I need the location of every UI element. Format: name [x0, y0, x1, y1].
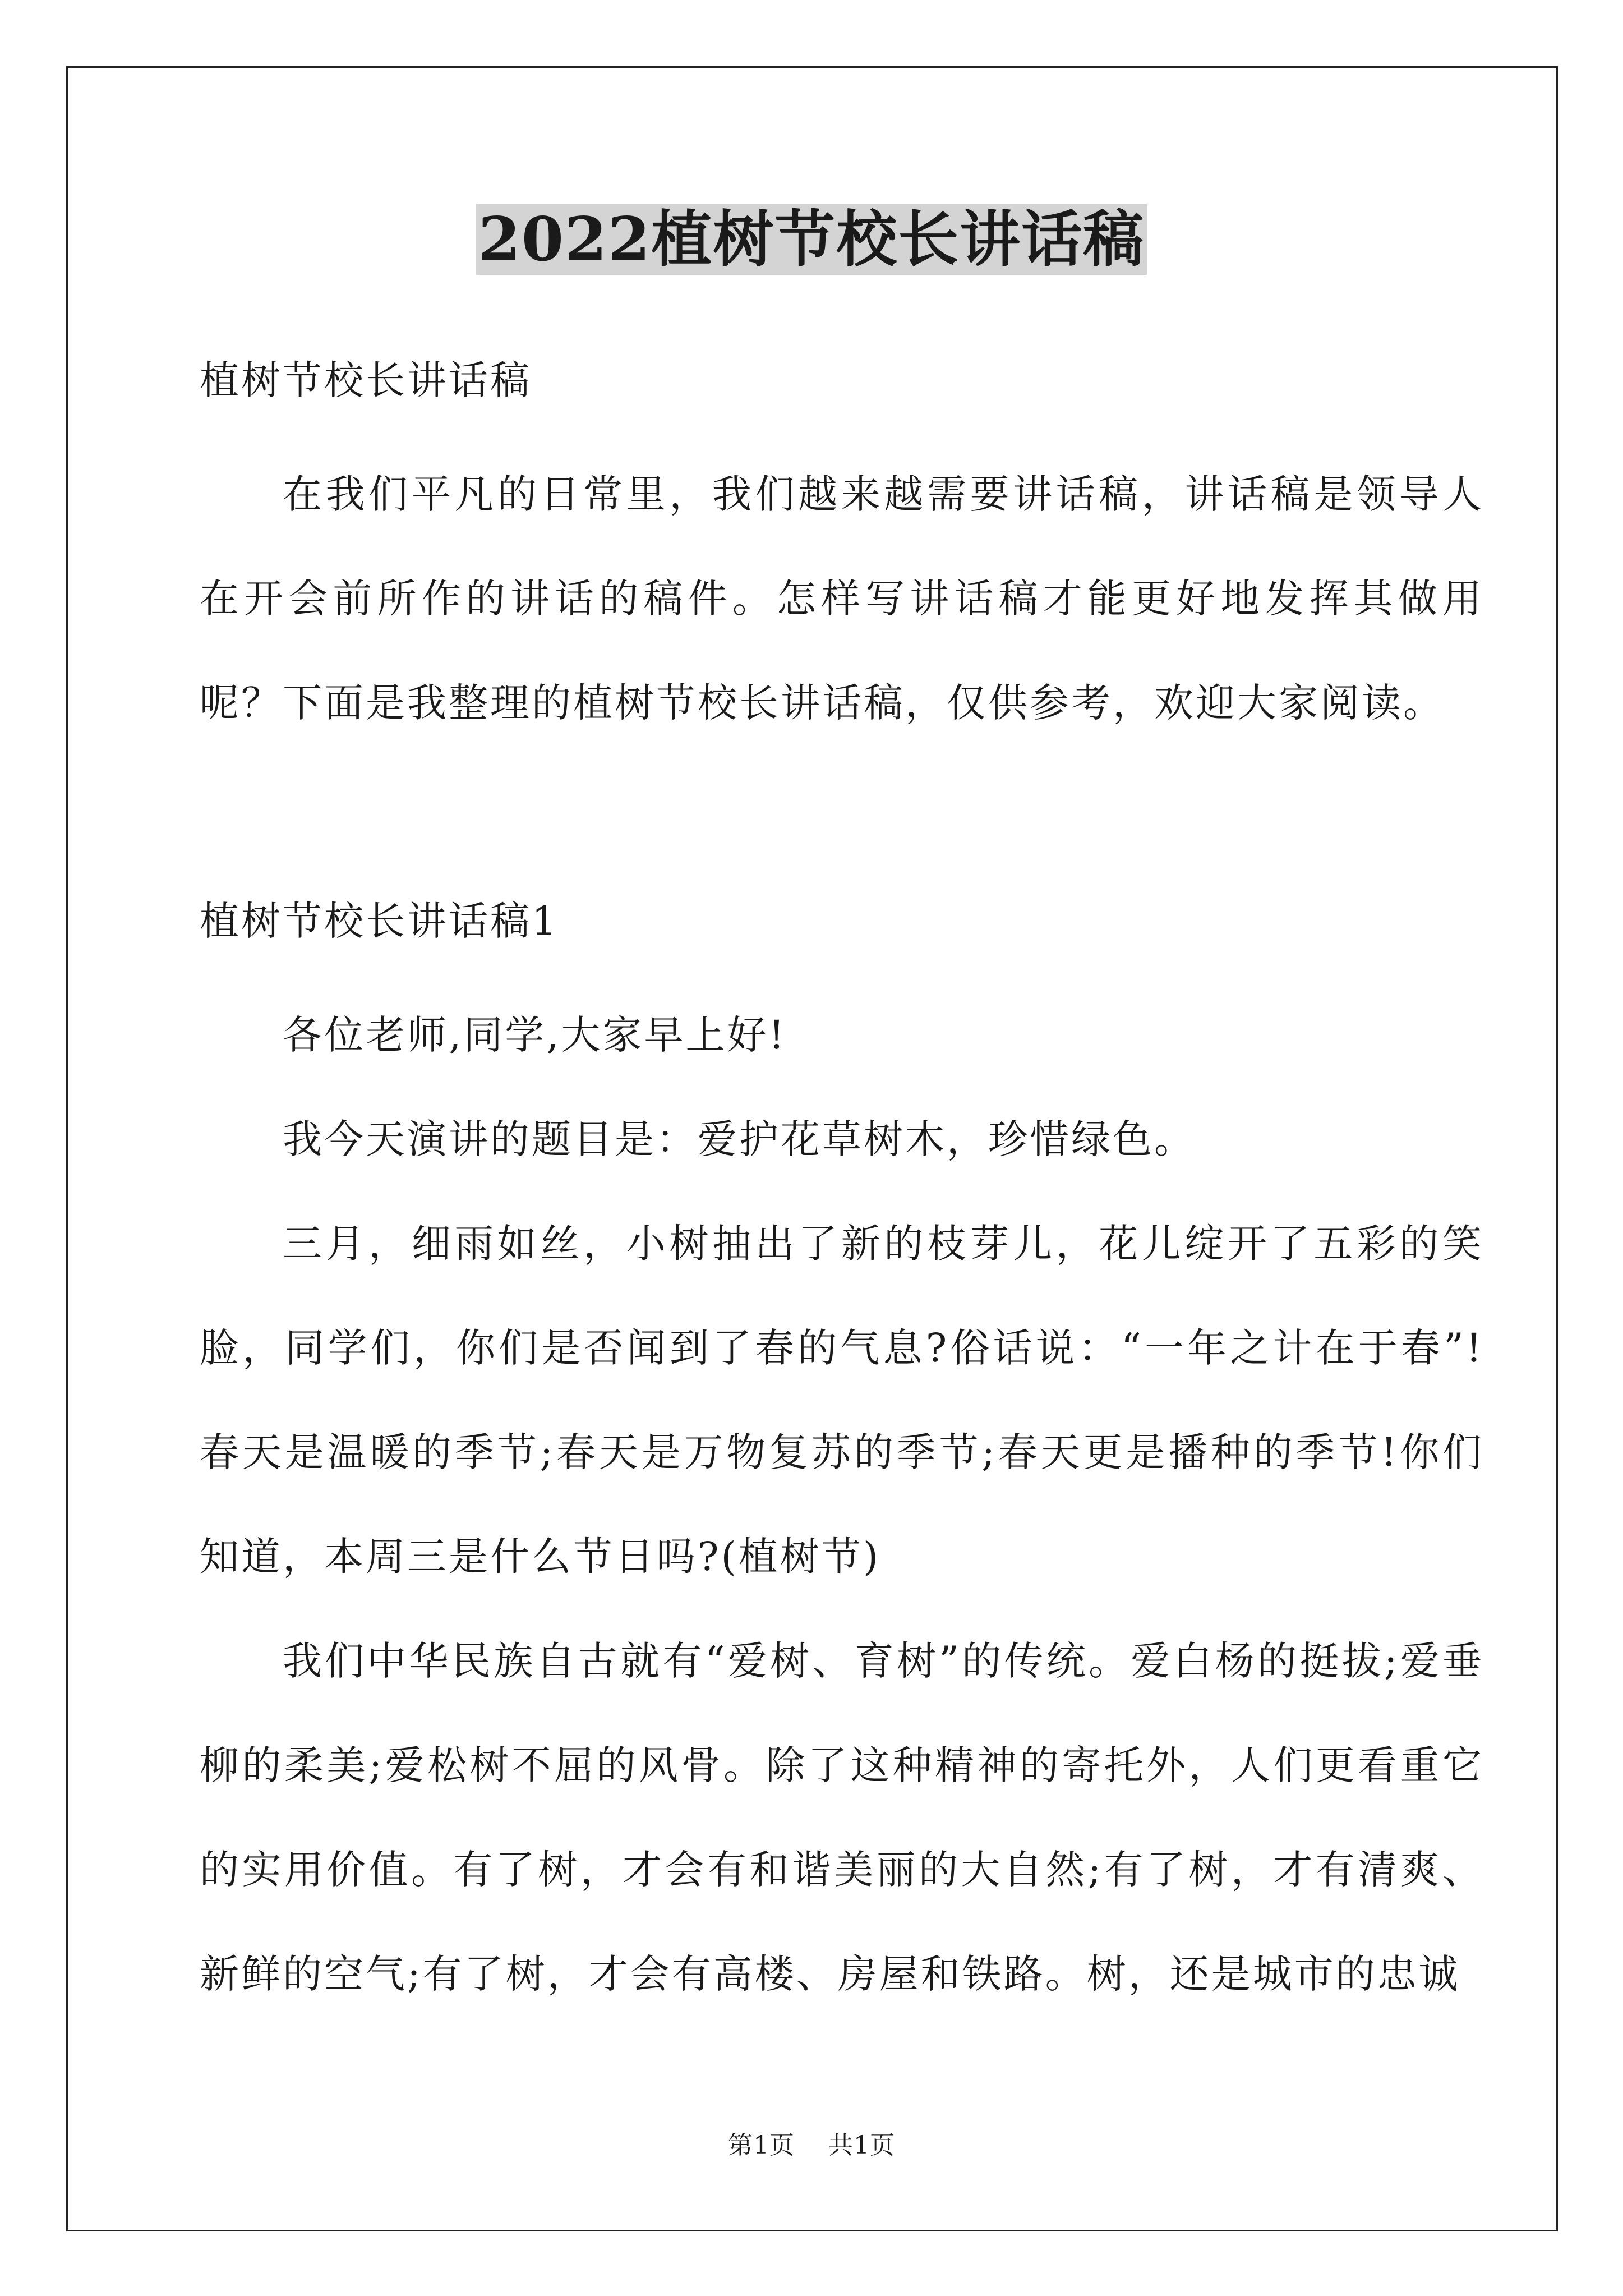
- document-title: [0, 197, 1623, 282]
- paragraph: 各位老师,同学,大家早上好!: [283, 1012, 787, 1058]
- paragraph: 在我们平凡的日常里，我们越来越需要讲话稿，讲话稿是领导人在开会前所作的讲话的稿件。怎样写讲话稿才能更好地发挥其做用呢？下面是我整理的植树节校长讲话稿，仅供参考，欢迎大家阅读。: [200, 471, 1484, 726]
- paragraph: 三月，细雨如丝，小树抽出了新的枝芽儿，花儿绽开了五彩的笑脸，同学们，你们是否闻到了春的气息?俗话说：“一年之计在于春”!春天是温暖的季节;春天是万物复苏的季节;春天更是播种的季节!你们知道，本周三是什么节日吗?(植树节): [200, 1221, 1484, 1580]
- page-footer: [0, 2129, 1623, 2162]
- document-title-text: 2022植树节校长讲话稿: [476, 204, 1147, 275]
- paragraph-spacer: [200, 755, 1484, 859]
- page-number-total: 共1页: [828, 2131, 895, 2160]
- document-body: [200, 319, 1484, 2026]
- section-heading: 植树节校长讲话稿: [200, 357, 532, 403]
- page-number-current: 第1页: [728, 2131, 795, 2160]
- paragraph: 我们中华民族自古就有“爱树、育树”的传统。爱白杨的挺拔;爱垂柳的柔美;爱松树不屈的风骨。除了这种精神的寄托外，人们更看重它的实用价值。有了树，才会有和谐美丽的大自然;有了树，才有清爽、新鲜的空气;有了树，才会有高楼、房屋和铁路。树，还是城市的忠诚: [200, 1638, 1484, 1997]
- paragraph: 我今天演讲的题目是：爱护花草树木，珍惜绿色。: [283, 1116, 1196, 1162]
- section-heading: 植树节校长讲话稿1: [200, 898, 559, 944]
